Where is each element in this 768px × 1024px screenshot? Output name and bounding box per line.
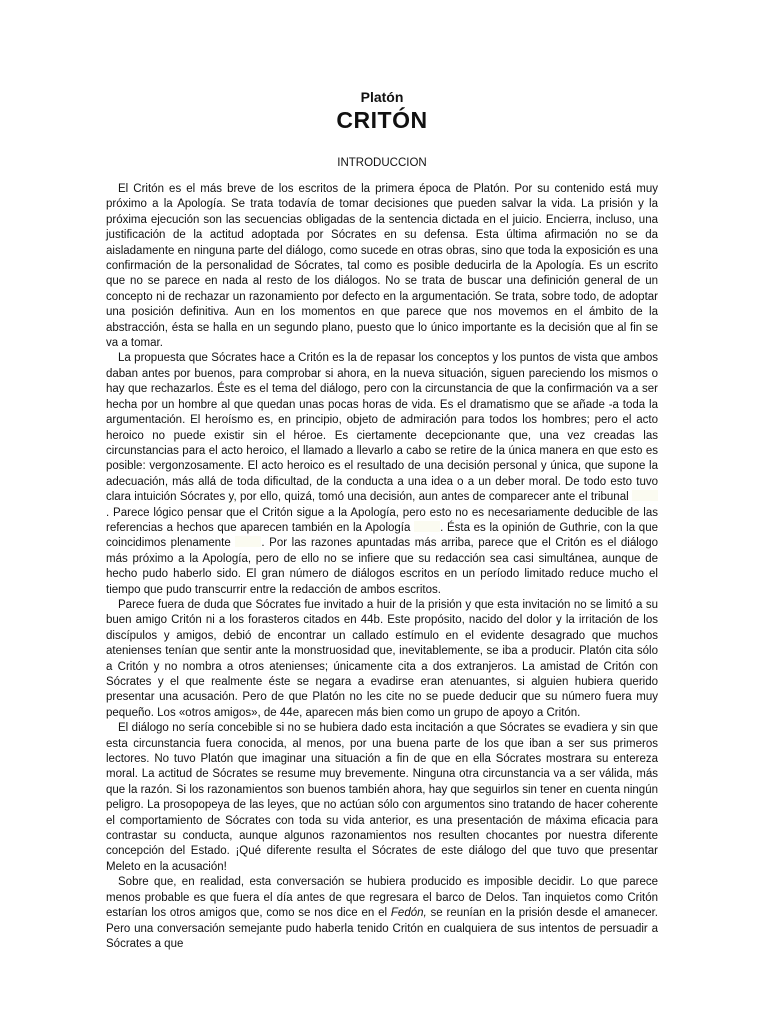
paragraph-2-part-c: . Ésta es la opinión de Guthrie, con la que coincidimos plenamente	[106, 521, 658, 550]
paragraph-2	[106, 351, 658, 598]
paragraph-2-part-a: La propuesta que Sócrates hace a Critón es la de repasar los conceptos y los puntos de vista que ambos daban antes por buenos, para comprobar si ahora, en la nueva situación, siguen pareciendo los mismos o hay que rechazarlos. Éste es el tema del diálogo, pero con la circunstancia de que la confirmación va a ser hecha por un hombre al que quedan unas pocas horas de vida. Es el dramatismo que se añade -a toda la argumentación. El heroísmo es, en principio, objeto de admiración para todos los hombres; pero el acto heroico no puede existir sin el héroe. Es ciertamente decepcionante que, una vez creadas las circunstancias para el acto heroico, el llamado a llevarlo a cabo se retire de la única manera en que esto es posible: vergonzosamente. El acto heroico es el resultado de una decisión personal y única, que supone la adecuación, más allá de toda dificultad, de la conducta a una idea o a un deber moral. De todo esto tuvo clara intuición Sócrates y, por ello, quizá, tomó una decisión, aun antes de comparecer ante el tribunal	[106, 352, 658, 504]
body-text	[106, 182, 658, 952]
paragraph-3: Parece fuera de duda que Sócrates fue invitado a huir de la prisión y que esta invitación no se limitó a su buen amigo Critón ni a los forasteros citados en 44b. Este propósito, nacido del dolor y la irritación de los discípulos y amigos, debió de encontrar un callado estímulo en el evidente desagrado que muchos atenienses tenían que sentir ante la monstruosidad que, inevitablemente, se iba a producir. Platón cita sólo a Critón y no nombra a otros atenienses; únicamente cita a dos extranjeros. La amistad de Critón con Sócrates y el que realmente éste se negara a evadirse eran atenuantes, si alguien hubiera querido presentar una acusación. Pero de que Platón no les cite no se puede deducir que su número fuera muy pequeño. Los «otros amigos», de 44e, aparecen más bien como un grupo de apoyo a Critón.	[106, 598, 658, 719]
paragraph-1: El Critón es el más breve de los escritos de la primera época de Platón. Por su contenido está muy próximo a la Apología. Se trata todavía de tomar decisiones que pueden salvar la vida. La prisión y la próxima ejecución son las secuencias obligadas de la sentencia dictada en el juicio. Encierra, incluso, una justificación de la actitud adoptada por Sócrates en su defensa. Esta última afirmación no se da aisladamente en ninguna parte del diálogo, como sucede en otras obras, sino que toda la exposición es una confirmación de la personalidad de Sócrates, tal como es posible deducirla de la Apología. Es un escrito que no se parece en nada al resto de los diálogos. No se trata de buscar una definición general de un concepto ni de rechazar un razonamiento por defecto en la argumentación. Se trata, sobre todo, de adoptar una posición definitiva. Aun en los momentos en que parece que nos movemos en el ámbito de la abstracción, ésta se halla en un segundo plano, puesto que lo único importante es la decisión que al fin se va a tomar.	[106, 183, 658, 350]
paragraph-5-part-c: se reunían en la prisión desde el amanecer. Pero una conversación semejante pudo haberla tenido Critón en cualquiera de sus intentos de persuadir a Sócrates a que	[106, 907, 659, 950]
document-title: CRITÓN	[336, 107, 428, 133]
paragraph-2-part-d: . Por las razones apuntadas más arriba, parece que el Critón es el diálogo más próximo a la Apología, pero de ello no se infiere que su redacción sea casi simultánea, aunque de hecho pudo haberlo sido. El gran número de diálogos escritos en un período limitado reduce mucho el tiempo que pudo transcurrir entre la redacción de ambos escritos.	[106, 537, 658, 596]
footnote-link-1[interactable]	[632, 490, 658, 501]
footnote-link-3[interactable]	[235, 536, 261, 547]
section-heading: INTRODUCCION	[337, 157, 427, 169]
paragraph-5-part-a: Sobre que, en realidad, esta conversación se hubiera producido es imposible decidir. Lo que parece menos probable es que fuera el día antes de que regresara el barco de Delos. Tan inquietos como Critón estarían los otros amigos que, como se nos dice en el	[106, 876, 658, 920]
footnote-link-2[interactable]	[414, 521, 440, 532]
author-name: Platón	[360, 89, 404, 105]
paragraph-2-part-b: . Parece lógico pensar que el Critón sigue a la Apología, pero esto no es necesariamente deducible de las referencias a hechos que aparecen también en la Apología	[106, 506, 658, 534]
paragraph-4: El diálogo no sería concebible si no se hubiera dado esta incitación a que Sócrates se evadiera y sin que esta circunstancia fuera conocida, al menos, por una buena parte de los que iban a ser sus primeros lectores. No tuvo Platón que imaginar una situación a fin de que en ella Sócrates mostrara su entereza moral. La actitud de Sócrates se resume muy brevemente. Ninguna otra circunstancia va a ser válida, más que la razón. Si los razonamientos son buenos también ahora, hay que seguirlos sin tener en cuenta ningún peligro. La prosopopeya de las leyes, que no actúan sólo con argumentos sino tratando de hacer coherente el comportamiento de Sócrates con toda su vida anterior, es una presentación de máxima eficacia para contrastar su conducta, aunque algunos razonamientos nos resulten chocantes por nuestra diferente concepción del Estado. ¡Qué diferente resulta el Sócrates de este diálogo del que tuvo que presentar Meleto en la acusación!	[106, 722, 658, 873]
italic-title-fedon: Fedón,	[390, 907, 427, 920]
paragraph-5	[106, 875, 658, 952]
